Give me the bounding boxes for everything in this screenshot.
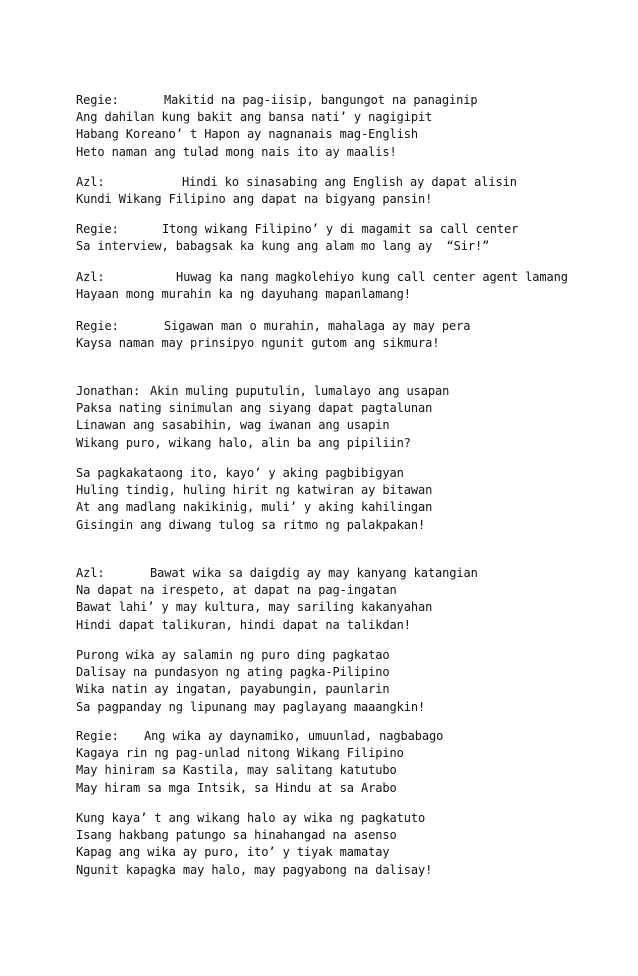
verse-line: Ang dahilan kung bakit ang bansa nati’ y nagigipit bbox=[76, 110, 433, 125]
verse-text: Huwag ka nang magkolehiyo kung call center agent lamang bbox=[176, 270, 568, 284]
verse-line: Sa pagkakataong ito, kayo’ y aking pagbibigyan bbox=[76, 466, 404, 480]
verse-text: Sigawan man o murahin, mahalaga ay may pera bbox=[164, 319, 471, 333]
verse-line: Linawan ang sasabihin, wag iwanan ang usapin bbox=[76, 418, 390, 433]
verse-line bbox=[76, 318, 470, 335]
verse-line bbox=[76, 174, 517, 191]
verse-line: Hayaan mong murahin ka ng dayuhang mapanlamang! bbox=[76, 287, 411, 302]
verse-line bbox=[76, 221, 518, 238]
verse-line: Wika natin ay ingatan, payabungin, paunlarin bbox=[76, 682, 390, 697]
verse-line bbox=[76, 728, 443, 745]
verse-line bbox=[76, 565, 478, 582]
verse-text: Makitid na pag-iisip, bangungot na panaginip bbox=[164, 93, 478, 107]
verse-line: Heto naman ang tulad mong nais ito ay maalis! bbox=[76, 144, 397, 159]
speaker-label: Regie: bbox=[76, 729, 119, 743]
verse-text: Hindi ko sinasabing ang English ay dapat alisin bbox=[182, 175, 517, 189]
stanza-regie-5 bbox=[76, 810, 432, 879]
stanza-regie-3 bbox=[76, 318, 470, 352]
speaker-label: Azl: bbox=[76, 175, 105, 189]
stanza-jonathan-2 bbox=[76, 465, 432, 534]
verse-line: Kaysa naman may prinsipyo ngunit gutom ang sikmura! bbox=[76, 336, 440, 351]
verse-text: Bawat wika sa daigdig ay may kanyang katangian bbox=[150, 566, 478, 580]
verse-line: May hiram sa mga Intsik, sa Hindu at sa Arabo bbox=[76, 780, 397, 795]
stanza-regie-2 bbox=[76, 221, 518, 255]
verse-line: Purong wika ay salamin ng puro ding pagkatao bbox=[76, 648, 390, 662]
verse-line: Kundi Wikang Filipino ang dapat na bigyang pansin! bbox=[76, 192, 433, 207]
stanza-regie-1 bbox=[76, 92, 477, 161]
stanza-jonathan-1 bbox=[76, 383, 449, 452]
stanza-azl-4 bbox=[76, 647, 425, 716]
verse-line: Kagaya rin ng pag-unlad nitong Wikang Filipino bbox=[76, 746, 404, 761]
speaker-label: Azl: bbox=[76, 270, 105, 284]
verse-line: Ngunit kapagka may halo, may pagyabong na dalisay! bbox=[76, 862, 433, 877]
verse-text: Akin muling puputulin, lumalayo ang usapan bbox=[150, 384, 450, 398]
verse-line: Sa pagpanday ng lipunang may paglayang maaangkin! bbox=[76, 699, 426, 714]
stanza-azl-2 bbox=[76, 269, 568, 303]
speaker-label: Regie: bbox=[76, 93, 119, 107]
verse-line: Kapag ang wika ay puro, ito’ y tiyak mamatay bbox=[76, 845, 390, 860]
speaker-label: Regie: bbox=[76, 319, 119, 333]
verse-line: Bawat lahi’ y may kultura, may sariling kakanyahan bbox=[76, 600, 433, 615]
speaker-label: Regie: bbox=[76, 222, 119, 236]
verse-line: May hiniram sa Kastila, may salitang katutubo bbox=[76, 763, 397, 778]
verse-text: Ang wika ay daynamiko, umuunlad, nagbabago bbox=[144, 729, 444, 743]
verse-line: Hindi dapat talikuran, hindi dapat na talikdan! bbox=[76, 617, 411, 632]
verse-line: Kung kaya’ t ang wikang halo ay wika ng pagkatuto bbox=[76, 811, 426, 825]
verse-line bbox=[76, 269, 568, 286]
verse-line: Gisingin ang diwang tulog sa ritmo ng palakpakan! bbox=[76, 517, 426, 532]
verse-line: At ang madlang nakikinig, muli’ y aking kahilingan bbox=[76, 500, 433, 515]
verse-line bbox=[76, 383, 449, 400]
verse-line: Huling tindig, huling hirit ng katwiran ay bitawan bbox=[76, 483, 433, 498]
stanza-azl-3 bbox=[76, 565, 478, 634]
verse-line: Na dapat na irespeto, at dapat na pag-ingatan bbox=[76, 583, 397, 598]
stanza-azl-1 bbox=[76, 174, 517, 208]
speaker-label: Azl: bbox=[76, 566, 105, 580]
verse-line: Isang hakbang patungo sa hinahangad na asenso bbox=[76, 828, 397, 843]
verse-line: Paksa nating sinimulan ang siyang dapat pagtalunan bbox=[76, 401, 433, 416]
stanza-regie-4 bbox=[76, 728, 443, 797]
speaker-label: Jonathan: bbox=[76, 384, 141, 398]
verse-line: Sa interview, babagsak ka kung ang alam mo lang ay “Sir!” bbox=[76, 239, 490, 254]
verse-line: Habang Koreano’ t Hapon ay nagnanais mag-English bbox=[76, 127, 418, 142]
verse-line bbox=[76, 92, 477, 109]
verse-line: Wikang puro, wikang halo, alin ba ang pipiliin? bbox=[76, 435, 411, 450]
verse-line: Dalisay na pundasyon ng ating pagka-Pilipino bbox=[76, 665, 390, 680]
verse-text: Itong wikang Filipino’ y di magamit sa call center bbox=[162, 222, 519, 236]
